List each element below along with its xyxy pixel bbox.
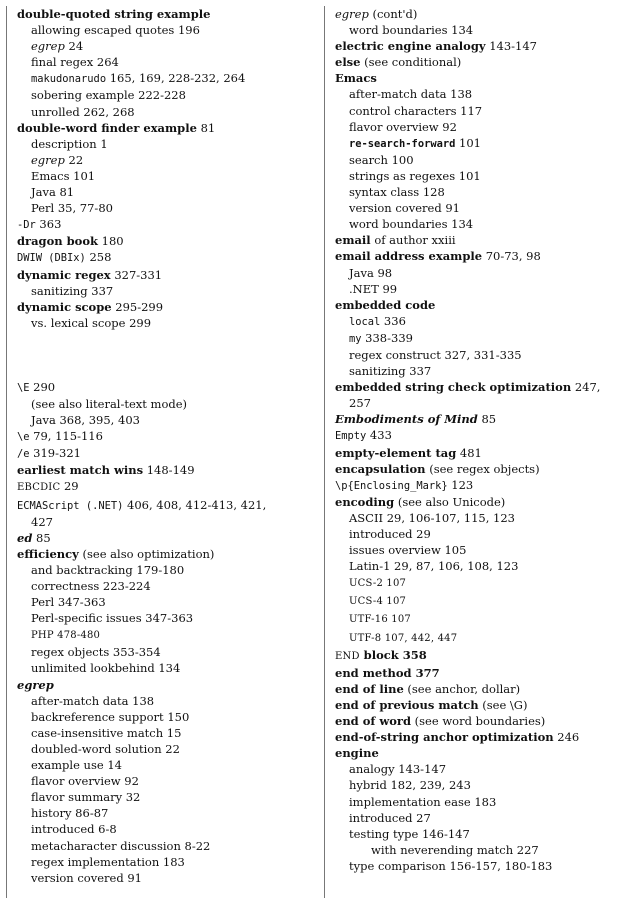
index-term: UTF-8 107, 442, 447 xyxy=(349,632,458,644)
index-entry xyxy=(9,249,301,266)
index-term: Empty xyxy=(335,430,367,443)
page-references: 123 xyxy=(447,477,474,492)
page-references: 246 xyxy=(553,730,580,745)
index-subentry xyxy=(9,854,301,870)
index-subentry xyxy=(327,313,615,330)
index-entry xyxy=(327,477,615,494)
page-references: 85 xyxy=(32,530,51,545)
index-subentry xyxy=(327,347,615,363)
index-entry xyxy=(327,445,615,461)
index-entry xyxy=(9,497,301,514)
index-term: encapsulation xyxy=(335,461,426,476)
index-term: UCS-4 107 xyxy=(349,596,407,608)
index-entry xyxy=(327,6,615,22)
index-term: Latin-1 29, 87, 106, 108, 123 xyxy=(349,559,519,574)
index-subentry xyxy=(327,363,615,379)
index-term: (see also literal-text mode) xyxy=(31,396,188,411)
index-term: egrep xyxy=(31,152,65,167)
index-entry xyxy=(327,713,615,729)
page-references: 327-331 xyxy=(110,267,163,282)
index-term: end of line xyxy=(335,681,404,696)
index-term: PHP 478-480 xyxy=(31,630,101,642)
index-term: dynamic regex xyxy=(17,267,111,282)
page-references: 258 xyxy=(85,250,112,265)
index-term: \e xyxy=(17,431,30,444)
index-subentry xyxy=(9,594,301,610)
page-references: 22 xyxy=(64,152,84,167)
index-subentry xyxy=(9,725,301,741)
index-subentry xyxy=(327,610,615,628)
index-term: regex objects 353-354 xyxy=(31,645,161,660)
index-entry xyxy=(327,54,615,70)
index-entry xyxy=(9,677,301,693)
index-term: search 100 xyxy=(349,152,414,167)
index-term: and backtracking 179-180 xyxy=(31,562,185,577)
page-references: 433 xyxy=(366,428,392,443)
index-term: \p{Enclosing_Mark} xyxy=(335,479,448,492)
index-subentry xyxy=(9,315,301,331)
page-references: 148-149 xyxy=(143,463,195,478)
index-term: analogy 143-147 xyxy=(349,762,447,777)
index-column-right xyxy=(327,6,615,904)
index-subentry xyxy=(327,842,615,858)
index-subentry xyxy=(9,757,301,773)
page-references: (see regex objects) xyxy=(425,461,540,476)
page-references: 85 xyxy=(477,412,497,427)
index-subentry xyxy=(9,283,301,299)
section-gap xyxy=(9,331,301,379)
index-term: double-quoted string example xyxy=(17,7,211,21)
index-subentry xyxy=(9,773,301,789)
index-term: introduced 6-8 xyxy=(31,822,117,837)
index-subentry xyxy=(327,794,615,810)
index-entry xyxy=(9,478,301,496)
index-term: word boundaries 134 xyxy=(349,217,474,232)
index-term: introduced 29 xyxy=(349,527,431,541)
index-term: testing type 146-147 xyxy=(349,826,470,841)
index-subentry xyxy=(327,119,615,135)
index-term: \E xyxy=(17,381,30,394)
index-subentry xyxy=(9,870,301,886)
index-term: end xyxy=(335,665,359,680)
index-term: embedded string check optimization xyxy=(335,380,572,395)
index-term: with neverending match 227 xyxy=(371,842,539,857)
index-entry xyxy=(9,379,301,396)
index-term: UTF-16 107 xyxy=(349,614,411,626)
index-subentry xyxy=(327,558,615,574)
index-term: flavor overview 92 xyxy=(349,119,457,134)
page-references: 247, xyxy=(571,380,601,395)
index-entry xyxy=(327,379,615,395)
index-entry xyxy=(9,299,301,315)
index-term: Java 81 xyxy=(31,185,75,200)
index-subentry xyxy=(9,789,301,805)
index-term: makudonarudo xyxy=(31,73,107,86)
index-term: Perl 347-363 xyxy=(31,595,106,610)
index-entry xyxy=(9,546,301,562)
page-references: 363 xyxy=(35,217,62,232)
index-entry xyxy=(9,267,301,283)
page-references-continued: 257 xyxy=(349,396,371,411)
index-term: UCS-2 107 xyxy=(349,578,407,590)
index-term: EBCDIC xyxy=(17,482,61,494)
page-references: 81 xyxy=(196,120,216,135)
index-term: electric engine analogy xyxy=(335,39,486,54)
index-entry xyxy=(327,697,615,713)
index-subentry xyxy=(327,510,615,526)
index-subentry xyxy=(9,644,301,660)
page-references: 319-321 xyxy=(29,446,81,461)
index-term: flavor overview 92 xyxy=(31,774,139,789)
index-entry xyxy=(327,427,615,444)
index-subentry xyxy=(327,330,615,347)
index-term: control characters 117 xyxy=(349,103,483,118)
index-term: earliest match wins xyxy=(17,463,144,478)
index-subentry xyxy=(327,761,615,777)
index-term: implementation ease 183 xyxy=(349,794,497,809)
index-term: final regex 264 xyxy=(31,55,119,70)
index-term: egrep xyxy=(31,39,65,54)
index-subentry xyxy=(9,709,301,725)
index-term: sanitizing 337 xyxy=(349,364,432,379)
index-term: ASCII 29, 106-107, 115, 123 xyxy=(349,510,515,525)
index-term: issues overview 105 xyxy=(349,543,467,558)
index-term: hybrid 182, 239, 243 xyxy=(349,778,471,793)
index-term: encoding xyxy=(335,494,395,509)
index-term: .NET 99 xyxy=(349,281,398,296)
index-subentry xyxy=(327,810,615,826)
index-entry xyxy=(9,120,301,136)
index-term: history 86-87 xyxy=(31,806,109,821)
index-term: version covered 91 xyxy=(349,201,460,216)
index-term: ECMAScript (.NET) xyxy=(17,499,124,512)
index-subentry xyxy=(327,592,615,610)
index-subentry xyxy=(327,22,615,38)
page-references: (see also Unicode) xyxy=(394,494,506,509)
page-references: 143-147 xyxy=(485,39,537,54)
index-term: correctness 223-224 xyxy=(31,579,151,593)
page-references: of author xxiii xyxy=(370,233,456,248)
index-subentry xyxy=(327,526,615,542)
index-term: example use 14 xyxy=(31,758,122,773)
page-references: (see word boundaries) xyxy=(411,714,546,729)
index-term: version covered 91 xyxy=(31,870,142,885)
index-subentry xyxy=(327,200,615,216)
index-term: allowing escaped quotes 196 xyxy=(31,23,200,38)
index-entry xyxy=(327,461,615,477)
index-term: word boundaries 134 xyxy=(349,23,474,38)
index-term: metacharacter discussion 8-22 xyxy=(31,838,211,853)
index-subentry xyxy=(9,693,301,709)
index-entry xyxy=(9,462,301,478)
index-subentry xyxy=(327,826,615,842)
index-subentry xyxy=(327,629,615,647)
index-subentry xyxy=(9,626,301,644)
index-subentry xyxy=(9,104,301,120)
index-term: Perl 35, 77-80 xyxy=(31,201,113,216)
index-entry xyxy=(327,70,615,86)
index-term: Embodiments of Mind xyxy=(335,412,478,427)
index-term: end of previous match xyxy=(335,697,479,712)
index-subentry xyxy=(9,610,301,626)
index-entry xyxy=(9,216,301,233)
index-term: engine xyxy=(335,746,379,761)
index-subentry xyxy=(9,412,301,428)
index-subentry xyxy=(327,777,615,793)
index-term: ed xyxy=(17,530,33,545)
index-term: type comparison 156-157, 180-183 xyxy=(349,858,553,873)
index-subentry xyxy=(9,741,301,757)
index-subentry xyxy=(9,38,301,54)
index-term: case-insensitive match 15 xyxy=(31,725,182,740)
index-subentry xyxy=(327,281,615,297)
index-subentry xyxy=(9,578,301,594)
index-term: -Dr xyxy=(17,219,36,232)
index-term: description 1 xyxy=(31,136,108,151)
index-subentry xyxy=(327,265,615,281)
index-subentry xyxy=(9,168,301,184)
index-term: sobering example 222-228 xyxy=(31,88,186,103)
index-entry xyxy=(327,411,615,427)
index-term: email xyxy=(335,233,371,248)
index-subentry xyxy=(9,200,301,216)
index-term: END xyxy=(335,650,360,662)
page-references: 180 xyxy=(97,234,124,249)
index-term: egrep xyxy=(335,7,369,21)
index-term: doubled-word solution 22 xyxy=(31,741,180,756)
index-subentry xyxy=(9,396,301,412)
index-term: Java 98 xyxy=(349,265,393,280)
page-references: 79, 115-116 xyxy=(29,429,103,444)
index-entry xyxy=(327,681,615,697)
index-entry xyxy=(9,233,301,249)
index-entry xyxy=(327,494,615,510)
index-term: egrep xyxy=(17,677,54,692)
page-references: 29 xyxy=(60,479,79,494)
page-references: block 358 xyxy=(359,647,427,662)
index-entry xyxy=(327,232,615,248)
page-references: (see \G) xyxy=(478,697,528,712)
page-references: 101 xyxy=(455,135,481,150)
index-term: email address example xyxy=(335,249,483,264)
index-subentry xyxy=(9,87,301,103)
index-term: unlimited lookbehind 134 xyxy=(31,661,181,676)
index-term: dragon book xyxy=(17,234,98,249)
index-subentry xyxy=(9,562,301,578)
index-entry xyxy=(9,428,301,445)
index-subentry xyxy=(9,152,301,168)
index-term: regex implementation 183 xyxy=(31,854,185,869)
index-term: Java 368, 395, 403 xyxy=(31,413,140,428)
index-term: after-match data 138 xyxy=(31,693,155,708)
index-column-left xyxy=(9,6,301,904)
index-term: sanitizing 337 xyxy=(31,283,114,298)
index-entry xyxy=(327,38,615,54)
index-term: else xyxy=(335,55,361,70)
index-subentry xyxy=(9,821,301,837)
index-subentry xyxy=(9,660,301,676)
index-term: end of word xyxy=(335,714,412,729)
index-subentry xyxy=(327,86,615,102)
index-term: syntax class 128 xyxy=(349,185,445,200)
index-term: dynamic scope xyxy=(17,299,112,314)
page-references: 290 xyxy=(29,379,56,394)
index-entry xyxy=(327,729,615,745)
index-entry xyxy=(327,297,615,313)
index-term: backreference support 150 xyxy=(31,709,190,724)
index-subentry xyxy=(9,838,301,854)
index-subentry xyxy=(9,70,301,87)
index-subentry xyxy=(9,22,301,38)
index-term: unrolled 262, 268 xyxy=(31,104,135,119)
index-term: DWIW (DBIx) xyxy=(17,252,86,265)
page-references: 24 xyxy=(64,39,84,54)
index-subentry xyxy=(327,135,615,152)
page-references: 70-73, 98 xyxy=(482,249,541,264)
index-term: re-search-forward xyxy=(349,137,456,150)
index-term: end-of-string anchor optimization xyxy=(335,730,554,745)
index-subentry xyxy=(327,574,615,592)
page-references: 406, 408, 412-413, 421, xyxy=(123,497,267,512)
index-term: strings as regexes 101 xyxy=(349,168,481,183)
index-term: my xyxy=(349,332,362,345)
index-term: regex construct 327, 331-335 xyxy=(349,347,522,362)
index-term: Emacs 101 xyxy=(31,168,96,183)
index-subentry xyxy=(327,103,615,119)
index-term: local xyxy=(349,315,381,328)
index-term: Perl-specific issues 347-363 xyxy=(31,611,194,626)
page-references: (cont'd) xyxy=(368,7,418,21)
index-subentry xyxy=(327,152,615,168)
index-term: empty-element tag xyxy=(335,445,457,460)
index-entry xyxy=(327,248,615,264)
index-entry xyxy=(327,647,615,665)
page-references: 338-339 xyxy=(361,330,413,345)
index-subentry xyxy=(327,216,615,232)
index-entry xyxy=(9,6,301,22)
page-references: (see also optimization) xyxy=(78,546,215,561)
page-references: 336 xyxy=(380,313,406,328)
index-term: double-word finder example xyxy=(17,120,197,135)
index-term: efficiency xyxy=(17,546,79,561)
index-term: introduced 27 xyxy=(349,810,431,825)
index-subentry xyxy=(327,858,615,874)
index-subentry xyxy=(9,184,301,200)
index-entry xyxy=(327,665,615,681)
index-subentry xyxy=(327,184,615,200)
page-references: 165, 169, 228-232, 264 xyxy=(106,71,246,86)
index-entry xyxy=(9,530,301,546)
index-term: vs. lexical scope 299 xyxy=(31,315,152,330)
index-entry xyxy=(327,745,615,761)
index-subentry xyxy=(327,168,615,184)
page-references: (see anchor, dollar) xyxy=(403,681,521,696)
index-subentry xyxy=(9,54,301,70)
index-term: embedded code xyxy=(335,297,436,312)
page-references-continued: 427 xyxy=(31,514,53,529)
page-references: (see conditional) xyxy=(360,55,462,70)
index-subentry xyxy=(9,805,301,821)
index-subentry xyxy=(327,542,615,558)
index-term: after-match data 138 xyxy=(349,87,473,102)
index-term: /e xyxy=(17,448,30,461)
index-term: Emacs xyxy=(335,71,377,86)
index-entry xyxy=(9,445,301,462)
page-references: method 377 xyxy=(358,665,440,680)
page-references: 295-299 xyxy=(111,299,164,314)
index-subentry xyxy=(9,136,301,152)
page-references: 481 xyxy=(456,445,482,460)
index-term: flavor summary 32 xyxy=(31,790,141,805)
